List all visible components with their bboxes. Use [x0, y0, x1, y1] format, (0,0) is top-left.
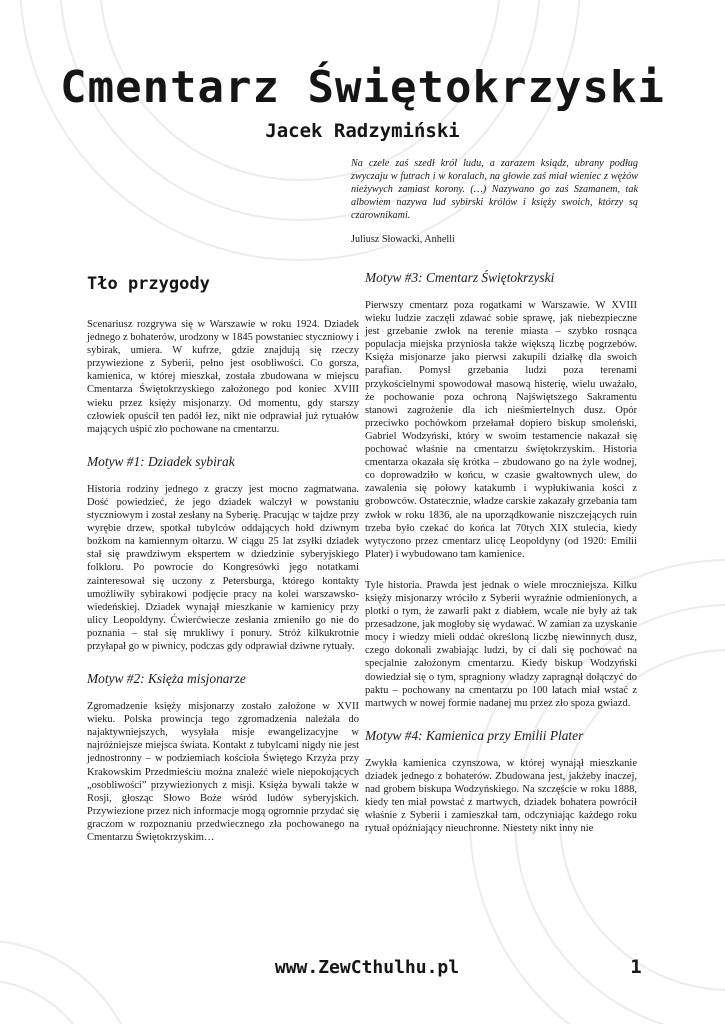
- footer-website-link[interactable]: www.ZewCthulhu.pl: [274, 957, 460, 978]
- motif-1-heading: Motyw #1: Dziadek sybirak: [87, 453, 235, 469]
- author-name: Jacek Radzymiński: [265, 120, 460, 142]
- epigraph-quote: Na czele zaś szedł król ludu, a zarazem ksiądz, ubrany podług zwyczaju w futrach i w koralach, na głowie zaś miał wieniec z wężów nieżywych zamiast korony. (…) Nazywano go zaś Szamanem, tak albowiem nazywa lud sybirski królów i księży swoich, którzy są czarownikami.: [351, 158, 638, 222]
- motif-2-paragraph: Zgromadzenie księży misjonarzy zostało założone w XVII wieku. Polska prowincja tego zgromadzenia należała do najaktywniejszych, wysyłała misje ewangelizacyjne w najróżniejsze miejsca świata. Kontakt z tubylcami nigdy nie jest jednostronny – w podziemiach kościoła Świętego Krzyża przy Krakowskim Przedmieściu można znaleźć wiele niepokojących „osobliwości” przywiezionych z misji. Księża bywali także w Rosji, głosząc Słowo Boże wśród ludów syberyjskich. Przywiezione przez nich informacje mogą ogromnie przydać się graczom w rozpoznaniu przedwiecznego zła pochowanego na Cmentarzu Świętokrzyskim…: [87, 701, 359, 843]
- intro-paragraph: Scenariusz rozgrywa się w Warszawie w roku 1924. Dziadek jednego z bohaterów, urodzony w 1845 powstaniec styczniowy i sybirak, umiera. W kufrze, gdzie znajdują się rzeczy przywiezione z Syberii, pełno jest osobliwości. Co gorsza, kamienica, w której mieszkał, została zbudowana w miejscu Cmentarza Świętokrzyskiego założonego pod koniec XVIII wieku przez księży misjonarzy. Od momentu, gdy starszy człowiek opuścił ten padół łez, nikt nie odprawiał już rytuałów mających uśpić zło pochowane na cmentarzu.: [87, 319, 359, 435]
- section-heading-background: Tło przygody: [87, 274, 210, 294]
- motif-1-paragraph: Historia rodziny jednego z graczy jest mocno zagmatwana. Dość powiedzieć, że jego dziadek walczył w powstaniu styczniowym i został zesłany na Syberię. Pracując w tajdze przy wyrębie drzew, spotkał tubylców oddających hołd dziwnym bożkom na kamiennym ołtarzu. W ciągu 25 lat zsyłki dziadek stał się prawdziwym ekspertem w dziedzinie syberyjskiego folkloru. Po powrocie do Kongresówki jego notatkami zainteresował się uczony z Petersburga, którego kontakty umożliwiły sybirakowi podjęcie pracy na kolei warszawsko-wiedeńskiej. Dziadek wynajął mieszkanie w kamienicy przy ulicy Leopoldyny. Ćwierćwiecze zesłania zmieniło go nie do poznania – stał się mrukliwy i ponury. Stróż kilkukrotnie przyłapał go w piwnicy, podczas gdy odprawiał dziwne rytuały.: [87, 483, 359, 652]
- motif-3-heading: Motyw #3: Cmentarz Świętokrzyski: [365, 270, 555, 285]
- motif-2-heading: Motyw #2: Księża misjonarze: [87, 671, 246, 687]
- motif-4-paragraph: Zwykła kamienica czynszowa, w której wynajął mieszkanie dziadek jednego z bohaterów. Zbudowana jest, jakżeby inaczej, nad grobem biskupa Wodzyńskiego. Na szczęście w roku 1888, kiedy ten miał powstać z martwych, dziadek bohatera powrócił właśnie z Syberii i zamieszkał tam, odczyniając każdego roku rytuał opóźniający nieuchronne. Niestety nikt inny nie: [365, 757, 637, 835]
- motif-3-paragraph-2: Tyle historia. Prawda jest jednak o wiele mroczniejsza. Kilku księży misjonarzy wróciło z Syberii wyraźnie odmienionych, a plotki o tym, że zawarli pakt z diabłem, wcale nie były aż tak przesadzone, jak mogłoby się wydawać. W zamian za uzyskanie mocy i wiedzy mieli oddać określoną liczbę niewinnych dusz, czego dokonali zwabiając ludzi, by ci dali się pochować na specjalnie założonym cmentarzu. Kiedy biskup Wodzyński dowiedział się o tym, spragniony władzy zapragnął dołączyć do paktu – pochowany na cmentarzu po 100 latach miał wstać z martwych w nowej formie nadanej mu przez zło spoza gwiazd.: [365, 579, 637, 709]
- motif-4-heading: Motyw #4: Kamienica przy Emilii Plater: [365, 727, 584, 743]
- motif-3-paragraph-1: Pierwszy cmentarz poza rogatkami w Warszawie. W XVIII wieku ludzie zaczęli zdawać sobie sprawę, jak niebezpieczne jest grzebanie zwłok na terenie miasta – szybko rosnąca populacja miejska przyniosła także większą liczbę pogrzebów. Księża misjonarze jako pierwsi zakupili działkę dla swoich parafian. Pomysł grzebania ludzi poza terenami przykościelnymi spowodował masową histerię, wielu uważało, że pochowanie poza ochroną Najświętszego Sakramentu stanowi zagrożenie dla ich nieśmiertelnych dusz. Opór przeciwko pochówkom przełamał dopiero biskup smoleński, Gabriel Wodzyński, który w swoim testamencie nakazał się pochować właśnie na cmentarzu świętokrzyskim. Historia cmentarza okazała się krótka – zbudowano go na żyle wodnej, co doprowadziło w końcu, w czasie gwałtownych ulew, do zawalenia się połowy katakumb i wypłukiwania kości z grobowców. Ostatecznie, władze carskie zakazały grzebania tam zwłok w roku 1836, ale na uporządkowanie niszczejących ruin trzeba było czekać do końca lat 70tych XIX stulecia, kiedy wytyczono przez cmentarz ulicę Leopoldyny (od 1920: Emilii Plater) i wybudowano tam kamienice.: [365, 300, 637, 560]
- page-number: 1: [630, 956, 642, 978]
- page-title: Cmentarz Świętokrzyski: [60, 62, 665, 113]
- left-column: [87, 270, 359, 862]
- epigraph-source: Juliusz Słowacki, Anhelli: [351, 234, 455, 245]
- right-column: [365, 270, 637, 853]
